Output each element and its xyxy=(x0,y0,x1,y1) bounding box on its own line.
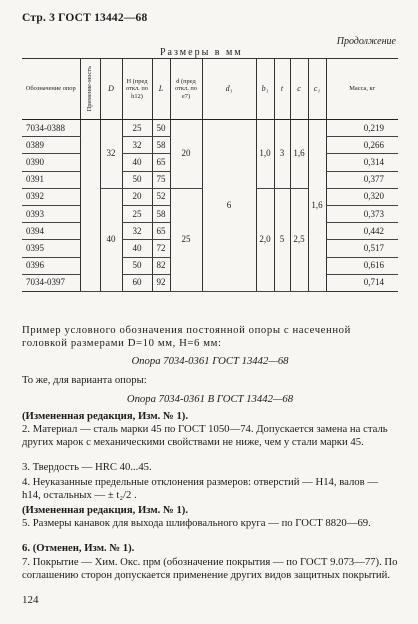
item-4-formula: ± t₂/2 . xyxy=(107,488,137,501)
item-7: 7. Покрытие — Хим. Окс. прм (обозначение покрытия — по ГОСТ 9.073—77). По соглашению сторон допускается применение других видов защитных покрытий. xyxy=(22,556,398,581)
header-c: c xyxy=(290,59,308,120)
item-4 xyxy=(22,476,398,501)
item-2: 2. Материал — сталь марки 45 по ГОСТ 1050—74. Допускается замена на сталь других марок с механическими свойствами не ниже, чем у стали марки 45. xyxy=(22,423,388,448)
page-number: 124 xyxy=(22,594,39,606)
cell-mass: 0,714 xyxy=(326,274,398,291)
header-H: H (пред откл. по h12) xyxy=(122,59,152,120)
cell-mass: 0,377 xyxy=(326,171,398,188)
sizes-caption: Размеры в мм xyxy=(160,47,243,58)
cell-d: 25 xyxy=(170,188,202,291)
cell-t: 5 xyxy=(274,188,290,291)
cell-L: 65 xyxy=(152,223,170,240)
cell-mass: 0,442 xyxy=(326,223,398,240)
cell-designation: 0394 xyxy=(22,223,80,240)
item-5: 5. Размеры канавок для выхода шлифовального круга — по ГОСТ 8820—69. xyxy=(22,517,371,529)
cell-mass: 0,219 xyxy=(326,120,398,137)
cell-mass: 0,616 xyxy=(326,257,398,274)
header-t: t xyxy=(274,59,290,120)
cell-L: 72 xyxy=(152,240,170,257)
example-designation-2: Опора 7034-0361 В ГОСТ 13442—68 xyxy=(126,393,294,405)
cell-c: 1,6 xyxy=(290,120,308,189)
cell-mass: 0,373 xyxy=(326,205,398,222)
cell-H: 25 xyxy=(122,205,152,222)
cell-H: 40 xyxy=(122,240,152,257)
cell-designation: 0393 xyxy=(22,205,80,222)
cell-t: 3 xyxy=(274,120,290,189)
example-intro: Пример условного обозначения постоянной опоры с насеченной головкой размерами D=10 мм, H=6 мм: xyxy=(22,324,351,349)
header-mass: Масса, кг xyxy=(326,59,398,120)
example-designation-1: Опора 7034-0361 ГОСТ 13442—68 xyxy=(131,355,289,367)
cell-d: 20 xyxy=(170,120,202,189)
cell-mass: 0,320 xyxy=(326,188,398,205)
cell-L: 65 xyxy=(152,154,170,171)
cell-L: 92 xyxy=(152,274,170,291)
cell-mass: 0,517 xyxy=(326,240,398,257)
cell-designation: 0391 xyxy=(22,171,80,188)
cell-applicability xyxy=(80,120,100,292)
cell-designation: 0395 xyxy=(22,240,80,257)
edit-note-2: (Измененная редакция, Изм. № 1). xyxy=(22,504,189,516)
cell-designation: 0390 xyxy=(22,154,80,171)
cell-designation: 0396 xyxy=(22,257,80,274)
cell-H: 50 xyxy=(122,257,152,274)
cell-mass: 0,266 xyxy=(326,137,398,154)
cell-designation: 0389 xyxy=(22,137,80,154)
edit-note-1: (Измененная редакция, Изм. № 1). xyxy=(22,410,189,422)
cell-H: 32 xyxy=(122,137,152,154)
cell-H: 60 xyxy=(122,274,152,291)
cell-c: 2,5 xyxy=(290,188,308,291)
cell-H: 20 xyxy=(122,188,152,205)
continuation-label: Продолжение xyxy=(336,36,396,47)
item-3: 3. Твердость — HRC 40...45. xyxy=(22,461,152,473)
header-L: L xyxy=(152,59,170,120)
dimensions-table xyxy=(22,58,398,292)
cell-L: 75 xyxy=(152,171,170,188)
cell-mass: 0,314 xyxy=(326,154,398,171)
table-row xyxy=(22,120,398,137)
header-D: D xyxy=(100,59,122,120)
cell-H: 50 xyxy=(122,171,152,188)
header-d1: d₁ xyxy=(202,59,256,120)
cell-H: 40 xyxy=(122,154,152,171)
table-header-row xyxy=(22,59,398,120)
cell-H: 32 xyxy=(122,223,152,240)
header-designation: Обозначение опор xyxy=(22,59,80,120)
cell-c1: 1,6 xyxy=(308,120,326,292)
item-4-text: 4. Неуказанные предельные отклонения размеров: отверстий — H14, валов — h14, остальных — xyxy=(22,476,379,501)
cell-H: 25 xyxy=(122,120,152,137)
cell-L: 58 xyxy=(152,205,170,222)
cell-designation: 7034-0397 xyxy=(22,274,80,291)
cell-L: 50 xyxy=(152,120,170,137)
header-c1: c₁ xyxy=(308,59,326,120)
cell-designation: 7034-0388 xyxy=(22,120,80,137)
page-header: Стр. 3 ГОСТ 13442—68 xyxy=(22,12,148,24)
header-d: d (пред откл. по е7) xyxy=(170,59,202,120)
same-intro: То же, для варианта опоры: xyxy=(22,374,147,386)
item-6: 6. (Отменен, Изм. № 1). xyxy=(22,542,135,554)
cell-b1: 1,0 xyxy=(256,120,274,189)
cell-designation: 0392 xyxy=(22,188,80,205)
cell-L: 82 xyxy=(152,257,170,274)
cell-D: 32 xyxy=(100,120,122,189)
cell-d1: 6 xyxy=(202,120,256,292)
header-applicability: Применяе-мость xyxy=(80,59,100,120)
cell-D: 40 xyxy=(100,188,122,291)
cell-L: 58 xyxy=(152,137,170,154)
header-b1: b₁ xyxy=(256,59,274,120)
cell-L: 52 xyxy=(152,188,170,205)
cell-b1: 2,0 xyxy=(256,188,274,291)
